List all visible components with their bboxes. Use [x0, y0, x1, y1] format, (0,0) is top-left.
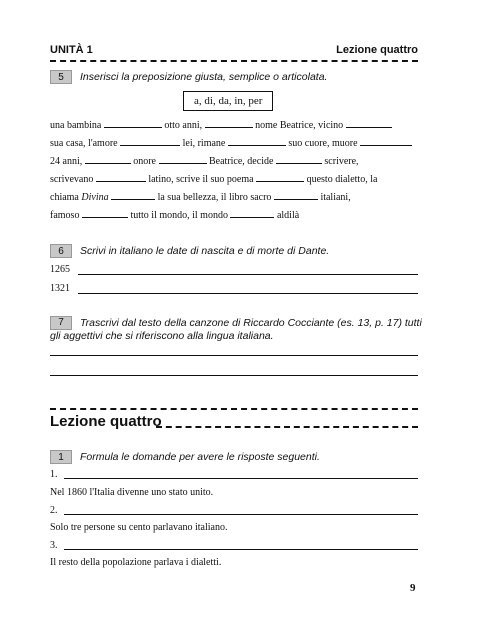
exercise-7-heading	[50, 316, 425, 342]
answer-line[interactable]	[64, 478, 418, 479]
year-1321: 1321	[50, 283, 70, 294]
exercise-number-badge: 6	[50, 244, 72, 258]
running-header	[50, 44, 418, 56]
blank[interactable]	[346, 118, 392, 128]
answer-line[interactable]	[50, 355, 418, 356]
exercise-instruction: Formula le domande per avere le risposte seguenti.	[80, 451, 320, 463]
question-label: 1.	[50, 469, 58, 480]
fill-line: sua casa, l'amore lei, rimane suo cuore, muore	[50, 135, 420, 153]
section-title: Lezione quattro	[50, 413, 162, 430]
exercise-number-badge: 7	[50, 316, 72, 330]
blank[interactable]	[360, 136, 412, 146]
header-divider	[50, 60, 418, 62]
question-label: 3.	[50, 540, 58, 551]
year-1265: 1265	[50, 264, 70, 275]
exercise-number-badge: 5	[50, 70, 72, 84]
section-top-divider	[50, 408, 418, 410]
exercise-number-badge: 1	[50, 450, 72, 464]
blank[interactable]	[230, 208, 274, 218]
fill-line: famoso tutto il mondo, il mondo aldilà	[50, 210, 300, 221]
page-number: 9	[410, 582, 416, 594]
given-answer: Solo tre persone su cento parlavano italiano.	[50, 522, 228, 533]
answer-line[interactable]	[64, 514, 418, 515]
word-box: a, di, da, in, per	[183, 91, 273, 111]
blank[interactable]	[96, 172, 146, 182]
fill-line: scrivevano latino, scrive il suo poema questo dialetto, la	[50, 174, 378, 185]
question-label: 2.	[50, 505, 58, 516]
blank[interactable]	[85, 154, 131, 164]
blank[interactable]	[111, 190, 155, 200]
exercise-5-heading	[50, 70, 327, 84]
given-answer: Il resto della popolazione parlava i dialetti.	[50, 557, 222, 568]
blank[interactable]	[82, 208, 128, 218]
exercise-instruction: Inserisci la preposizione giusta, semplice o articolata.	[80, 71, 328, 83]
exercise-5-text	[50, 117, 420, 225]
blank[interactable]	[159, 154, 207, 164]
lesson-label: Lezione quattro	[336, 44, 418, 56]
given-answer: Nel 1860 l'Italia divenne uno stato unito.	[50, 487, 214, 498]
answer-line[interactable]	[78, 274, 418, 275]
blank[interactable]	[228, 136, 286, 146]
fill-line: chiama Divina la sua bellezza, il libro sacro italiani,	[50, 192, 351, 203]
exercise-instruction: Trascrivi dal testo della canzone di Riccardo Cocciante (es. 13, p. 17) tutti	[80, 316, 422, 329]
answer-line[interactable]	[78, 293, 418, 294]
exercise-instruction: Scrivi in italiano le date di nascita e di morte di Dante.	[80, 245, 330, 257]
exercise-instruction-cont: gli aggettivi che si riferiscono alla lingua italiana.	[50, 330, 274, 342]
exercise-6-heading	[50, 244, 329, 258]
blank[interactable]	[120, 136, 180, 146]
blank[interactable]	[205, 118, 253, 128]
blank[interactable]	[276, 154, 322, 164]
blank[interactable]	[104, 118, 162, 128]
exercise-1-heading	[50, 450, 320, 464]
fill-line: 24 anni, onore Beatrice, decide scrivere,	[50, 156, 359, 167]
answer-line[interactable]	[64, 549, 418, 550]
blank[interactable]	[256, 172, 304, 182]
fill-line: una bambina otto anni, nome Beatrice, vicino	[50, 117, 420, 135]
blank[interactable]	[274, 190, 318, 200]
answer-line[interactable]	[50, 375, 418, 376]
unit-label: UNITÀ 1	[50, 44, 93, 56]
section-title-underline	[156, 426, 418, 428]
